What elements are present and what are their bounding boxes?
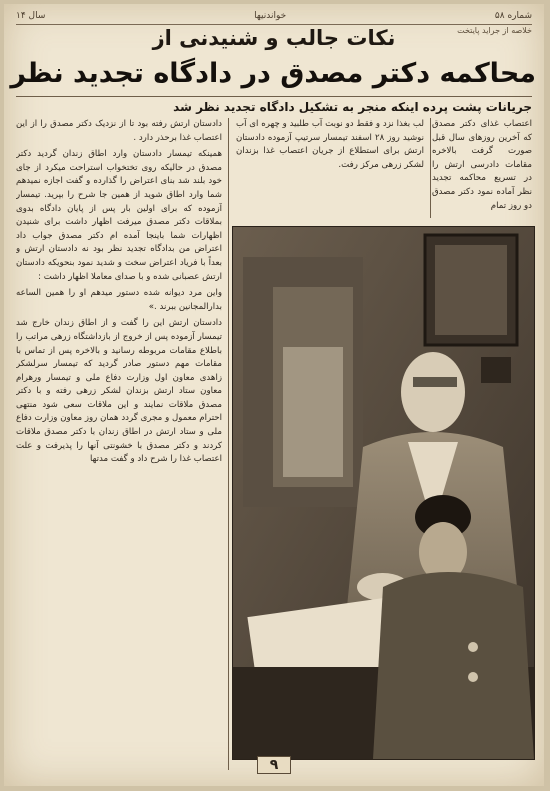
source-note: خلاصه از جراید پایتخت bbox=[457, 26, 532, 35]
trial-photograph bbox=[232, 226, 535, 760]
issue-number: شماره ۵۸ bbox=[494, 11, 532, 21]
newspaper-page bbox=[4, 4, 544, 786]
kicker-headline: نکات جالب و شنیدنی از bbox=[152, 26, 396, 50]
paragraph: اعتصاب غذای دکتر مصدق که آخرین روزهای سال قبل صورت گرفت بالاخره مقامات دادرسی ارتش را در تسریع محاکمه تجدید نظر آماده نمود دکتر مصدق دو روز تمام bbox=[432, 119, 532, 211]
column-divider bbox=[228, 118, 229, 770]
publication-name: خواندنیها bbox=[254, 11, 287, 21]
paragraph: دادستان ارتش رفته بود تا از نزدیک دکتر مصدق را از این اعتصاب غذا برحذر دارد . bbox=[16, 119, 222, 143]
page-number bbox=[4, 756, 544, 774]
paragraph: واین مرد دیوانه شده دستور میدهم او را همین الساعه بدارالمجانین ببرند .» bbox=[16, 288, 222, 312]
running-header bbox=[16, 8, 532, 25]
headline-divider bbox=[16, 96, 532, 97]
paragraph: همینکه تیمسار دادستان وارد اطاق زندان گردید دکتر مصدق در حالیکه روی تختخواب استراحت میکرد از جای خود بلند شد بنای اعتراض را گذارده و گفت اجازه نمیدهم شما وارد اطاق شوید از همین جا شرح را بپرید. تیمسار آزموده که برای اولین بار پس از پایان دادگاه بدوی بملاقات دکتر مصدق میرفت اظهار داشت برای شنیدن اظهارات شما باینجا آمده ام دکتر مصدق جواب داد اعتراض من بدادگاه تجدید نظر بود نه دادستان ارتش و بعداً با فریاد اعتراض سخت و شدید نمود بنحویکه دادستان ارتش عصبانی شده و با صدای معاملا اظهار داشت : bbox=[16, 149, 222, 282]
article-column-left bbox=[16, 118, 222, 758]
column-divider bbox=[430, 118, 431, 218]
main-headline: محاکمه دکتر مصدق در دادگاه تجدید نظر bbox=[10, 58, 536, 89]
subheadline: جریانات پشت پرده اینکه منجر به تشکیل دادگاه تجدید نظر شد bbox=[173, 100, 532, 114]
paragraph: لب بغذا نزد و فقط دو نوبت آب طلبید و چهره ای آب نوشید روز ۲۸ اسفند تیمسار سرتیپ آزموده دادستان ارتش برای استطلاع از جریان اعتصاب غذا بزندان لشکر زرهی مرکز رفت. bbox=[236, 119, 424, 170]
page-number-label: ۹ bbox=[257, 756, 292, 774]
volume-year: سال ۱۴ bbox=[16, 11, 46, 21]
paragraph: دادستان ارتش این را گفت و از اطاق زندان خارج شد تیمسار آزموده پس از خروج از بازداشتگاه زرهی مراتب را باطلاع مقامات مربوطه رسانید و بالاخره پس از تماس با مقامات مهم دستور صادر گردید که تیمسار سرلشکر زاهدی معاون اول وزارت دفاع ملی و تیمسار ورهرام معاون ستاد ارتش بزندان لشکر زرهی رفته و با دکتر مصدق ملاقات نمایند و این ملاقات سعی شود منتهی احترام معمول و مجری گردد همان روز معاون وزارت دفاع ملی و ستاد ارتش در اطاق زندان با دکتر مصدق ملاقات کردند و دکتر مصدق با خشونتی آنها را پذیرفت و علت اعتصاب غذا را شرح داد و گفت مدتها bbox=[16, 318, 222, 465]
photo-illustration bbox=[233, 227, 534, 759]
article-column-right bbox=[432, 118, 532, 216]
article-column-middle bbox=[236, 118, 424, 175]
